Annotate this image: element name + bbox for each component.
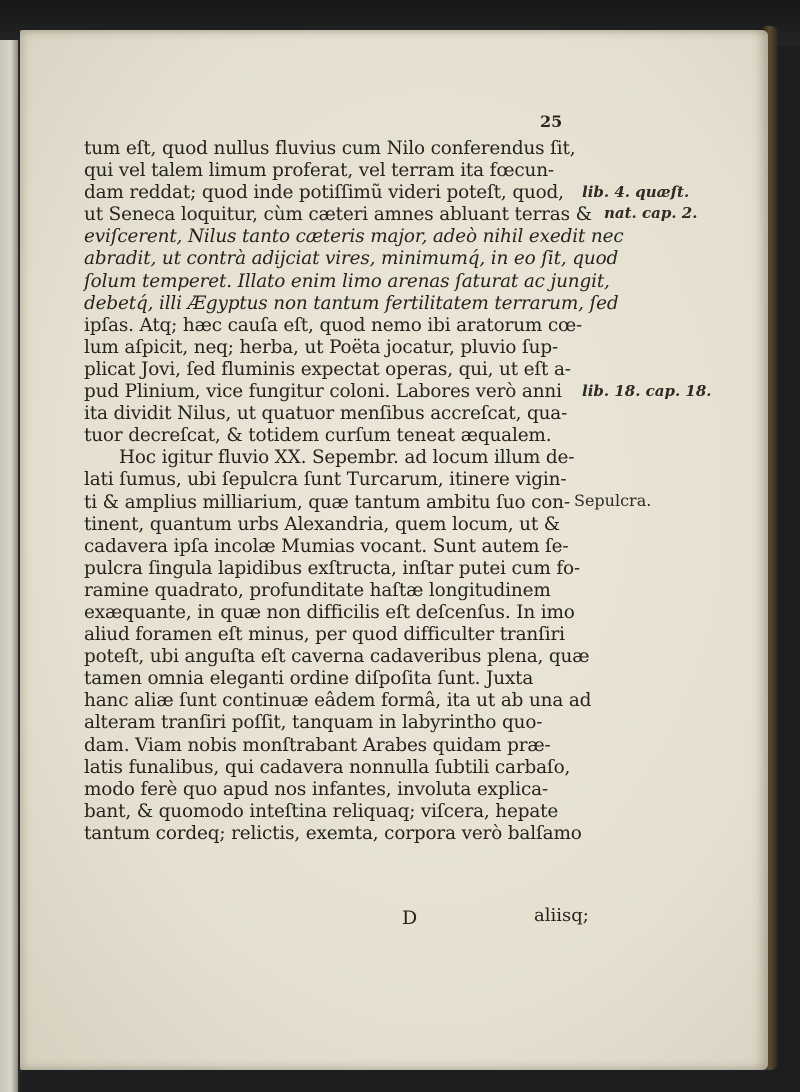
margin-note-citation: lib. 18. cap. 18.	[582, 382, 712, 400]
margin-note-topic: Sepulcra.	[574, 491, 652, 510]
text-line: latis funalibus, qui cadavera nonnulla ſubtili carbaſo,	[84, 756, 571, 778]
text-line: poteſt, ubi anguſta eſt caverna cadaveribus plena, quæ	[84, 646, 590, 668]
text-line: tamen omnia eleganti ordine diſpoſita ſunt. Juxta	[84, 668, 534, 690]
text-line: ſolum temperet. Illato enim limo arenas ſaturat ac jungit,	[84, 270, 610, 292]
text-line: tinent, quantum urbs Alexandria, quem locum, ut &	[84, 513, 561, 535]
text-line: abradit, ut contrà adijciat vires, minimumq́, in eo ſit, quod	[84, 248, 619, 270]
text-line: eviſcerent, Nilus tanto cæteris major, adeò nihil exedit nec	[84, 226, 624, 248]
signature-mark: D	[402, 907, 418, 929]
text-line: pud Plinium, vice fungitur coloni. Labores verò anni	[84, 381, 562, 403]
text-line: dam. Viam nobis monſtrabant Arabes quidam præ-	[84, 734, 551, 756]
text-line: bant, & quomodo inteſtina reliquaq; viſcera, hepate	[84, 800, 559, 822]
text-line: ipſas. Atq; hæc cauſa eſt, quod nemo ibi aratorum cœ-	[84, 314, 583, 336]
facing-page-edge	[0, 40, 18, 1092]
text-line: debetq́, illi Ægyptus non tantum fertilitatem terrarum, ſed	[84, 292, 619, 314]
catchword: aliisq;	[534, 905, 589, 926]
text-line: tantum cordeq; relictis, exemta, corpora verò balſamo	[84, 822, 582, 844]
margin-note-citation: nat. cap. 2.	[604, 204, 698, 222]
text-line: cadavera ipſa incolæ Mumias vocant. Sunt autem ſe-	[84, 535, 569, 557]
text-line: lum aſpicit, neq; herba, ut Poëta jocatur, pluvio ſup-	[84, 336, 559, 358]
text-line: plicat Jovi, ſed fluminis expectat operas, qui, ut eſt a-	[84, 358, 571, 380]
text-line: alteram tranſiri poſſit, tanquam in labyrintho quo-	[84, 712, 543, 734]
text-line: ita dividit Nilus, ut quatuor menſibus accreſcat, qua-	[84, 403, 568, 425]
text-line: tum eſt, quod nullus fluvius cum Nilo conferendus ſit,	[84, 138, 576, 159]
text-line: hanc aliæ ſunt continuæ eâdem formâ, ita ut ab una ad	[84, 690, 592, 712]
page-number: 25	[540, 112, 563, 131]
body-text	[84, 138, 624, 845]
text-line: exæquante, in quæ non difficilis eſt deſcenſus. In imo	[84, 601, 575, 623]
text-line: Hoc igitur fluvio XX. Sepembr. ad locum illum de-	[119, 447, 575, 469]
text-line: aliud foramen eſt minus, per quod difficulter tranſiri	[84, 624, 565, 646]
text-line: ti & amplius milliarium, quæ tantum ambitu ſuo con-	[84, 491, 570, 513]
text-line: dam reddat; quod inde potiſſimũ videri poteſt, quod,	[84, 182, 564, 204]
text-line: modo ferè quo apud nos infantes, involuta explica-	[84, 778, 548, 800]
margin-note-citation: lib. 4. quæſt.	[582, 183, 690, 201]
text-line: qui vel talem limum proferat, vel terram ita fœcun-	[84, 160, 554, 182]
text-line: tuor decreſcat, & totidem curſum teneat æqualem.	[84, 425, 552, 447]
text-line: ramine quadrato, profunditate haſtæ longitudinem	[84, 579, 551, 601]
text-line: lati ſumus, ubi ſepulcra ſunt Turcarum, itinere vigin-	[84, 469, 567, 491]
text-line: ut Seneca loquitur, cùm cæteri amnes abluant terras &	[84, 204, 592, 226]
text-line: pulcra ſingula lapidibus exſtructa, inſtar putei cum fo-	[84, 557, 580, 579]
